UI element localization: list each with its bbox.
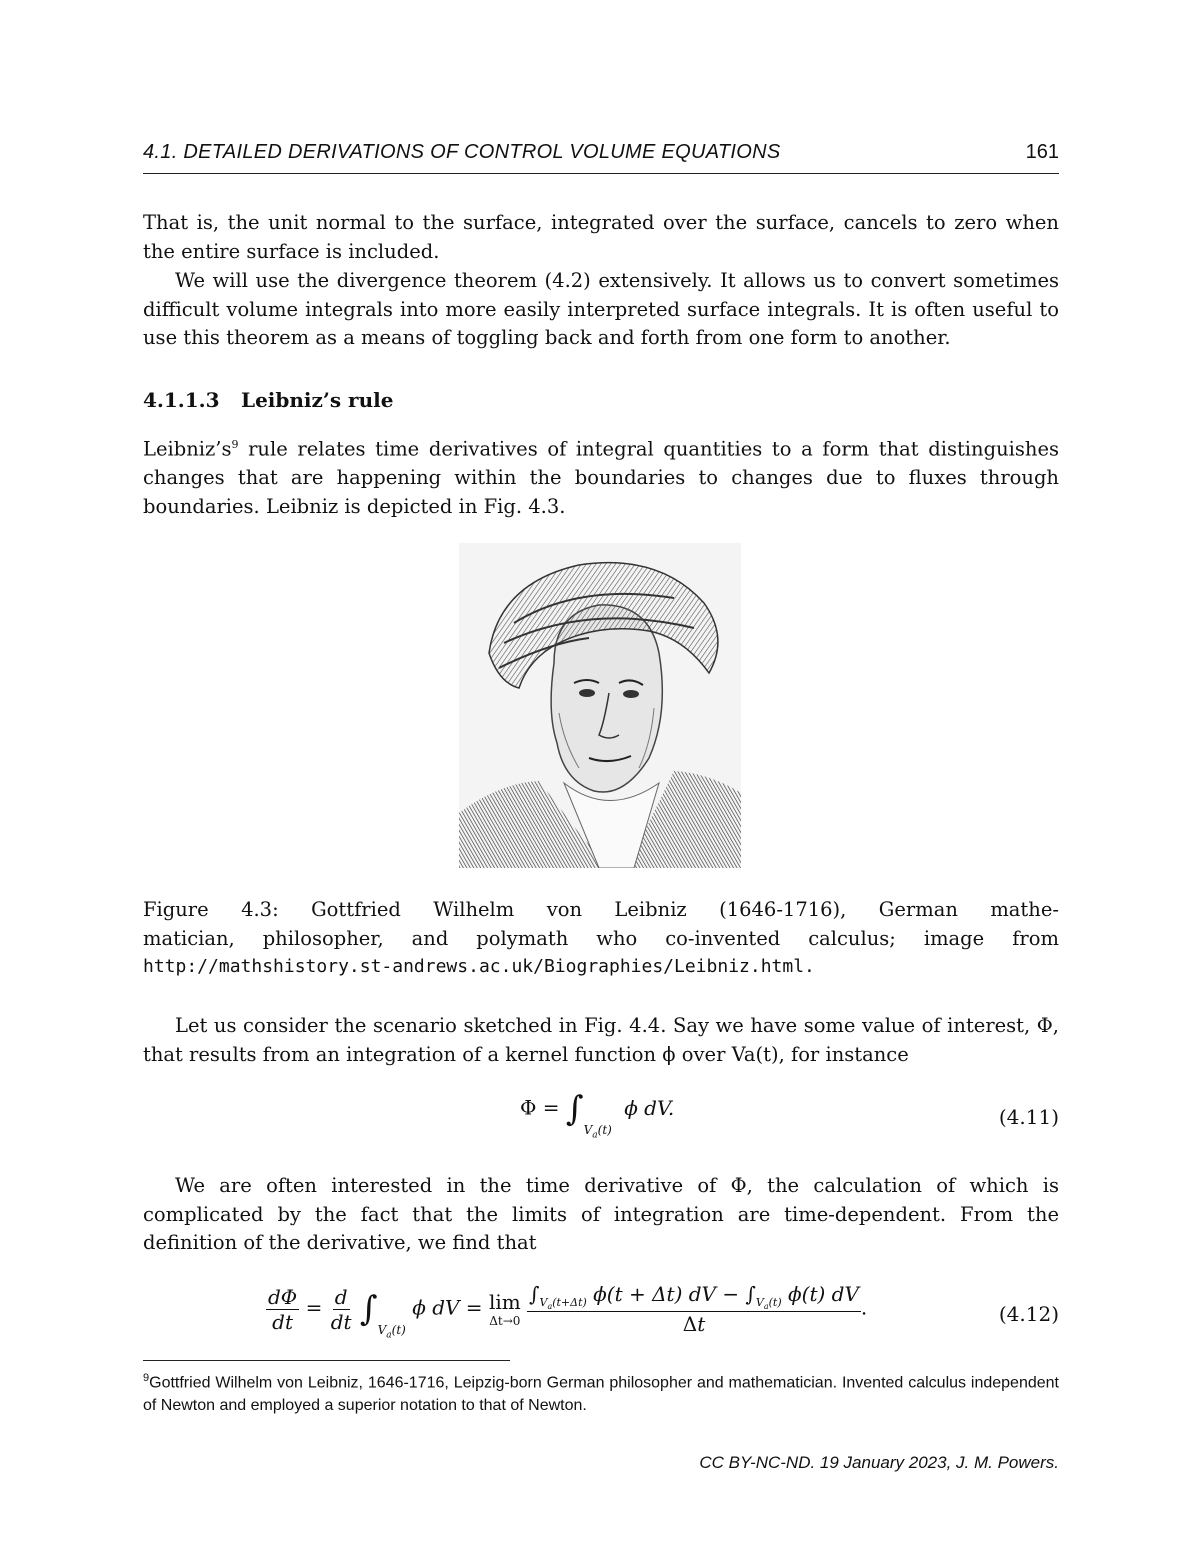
equation-number-4-12: (4.12) [998,1302,1059,1326]
caption-word: philosopher, [262,926,384,950]
running-header [143,141,1059,174]
caption-word: Gottfried [311,898,401,921]
paragraph-leibniz-rule [143,431,1059,521]
caption-word: von [546,898,583,921]
paragraph-scenario: Let us consider the scenario sketched in Fig. 4.4. Say we have some value of interest, Φ, that results from an integration of a kernel function ϕ over Va(t), for instance [143,1014,1059,1066]
section-number: 4.1.1.3 [143,388,220,412]
caption-word: Wilhelm [433,898,515,921]
paragraph-leibniz-rest: rule relates time derivatives of integral quantities to a form that distinguishes changes that are happening within the boundaries to changes due to fluxes through boundaries. Leibniz is depicted in Fig. 4.3. [143,437,1059,518]
caption-word: German [878,898,958,921]
caption-word: image [923,926,985,950]
caption-line-2 [143,925,1059,954]
footer-license: CC BY-NC-ND. 19 January 2023, J. M. Powers. [699,1453,1059,1472]
caption-word: mathe- [990,898,1059,921]
figure-caption [143,896,1059,982]
section-heading [143,388,393,412]
footnote-number: 9 [143,1372,150,1384]
caption-word: Leibniz [614,898,687,921]
caption-word: (1646-1716), [719,898,847,921]
paragraph-leibniz-start: Leibniz’s [143,437,232,461]
header-title: 4.1. DETAILED DERIVATIONS OF CONTROL VOLUME EQUATIONS [143,141,781,163]
paragraph-divergence-theorem: We will use the divergence theorem (4.2) extensively. It allows us to convert sometimes difficult volume integrals into more easily interpreted surface integrals. It is often useful to use this theorem as a means of toggling back and forth from one form to another. [143,269,1059,349]
caption-word: and [411,926,449,950]
caption-word: co-invented [665,926,781,950]
footnote-rule [143,1360,510,1361]
equation-4-11: $\Phi = \int_{V_a(t)}$ ϕ dV. [520,1089,675,1140]
caption-word: 4.3: [241,898,279,921]
footnote [143,1367,1059,1417]
paragraph-time-derivative: We are often interested in the time derivative of Φ, the calculation of which is complicated by the fact that the limits of integration are time-dependent. From the definition of the derivative, we find that [143,1174,1059,1254]
caption-word: Figure [143,898,209,921]
equation-4-12: $\frac{d\Phi}{dt}$ = $\frac{d}{dt}$ $\int_{V_a(t)}$ ϕ dV = lim Δt→0 $\frac{\int_{V_a(t+\Delta t)} \phi(t + \Delta t) dV - \int_{V_a(t)} \phi(t) dV}{\Delta t}$ . [268,1282,868,1340]
equation-number-4-11: (4.11) [998,1105,1059,1129]
page-number: 161 [1025,141,1059,163]
caption-word: calculus; [808,926,896,950]
footnote-text: Gottfried Wilhelm von Leibniz, 1646-1716, Leipzig-born German philosopher and mathematician. Invented calculus independent of Newton and employed a superior notation to that of Newton. [143,1374,1059,1415]
leibniz-portrait-image [459,543,741,868]
caption-word: who [596,926,638,950]
caption-url-link[interactable]: http://mathshistory.st-andrews.ac.uk/Biographies/Leibniz.html. [143,956,815,977]
caption-word: matician, [143,926,235,950]
caption-line-1 [143,896,1059,925]
caption-word: from [1012,926,1059,950]
caption-word: polymath [476,926,569,950]
footnote-marker[interactable]: 9 [231,438,239,451]
section-title: Leibniz’s rule [241,388,394,412]
paragraph-unit-normal: That is, the unit normal to the surface, integrated over the surface, cancels to zero when the entire surface is included. [143,211,1059,263]
